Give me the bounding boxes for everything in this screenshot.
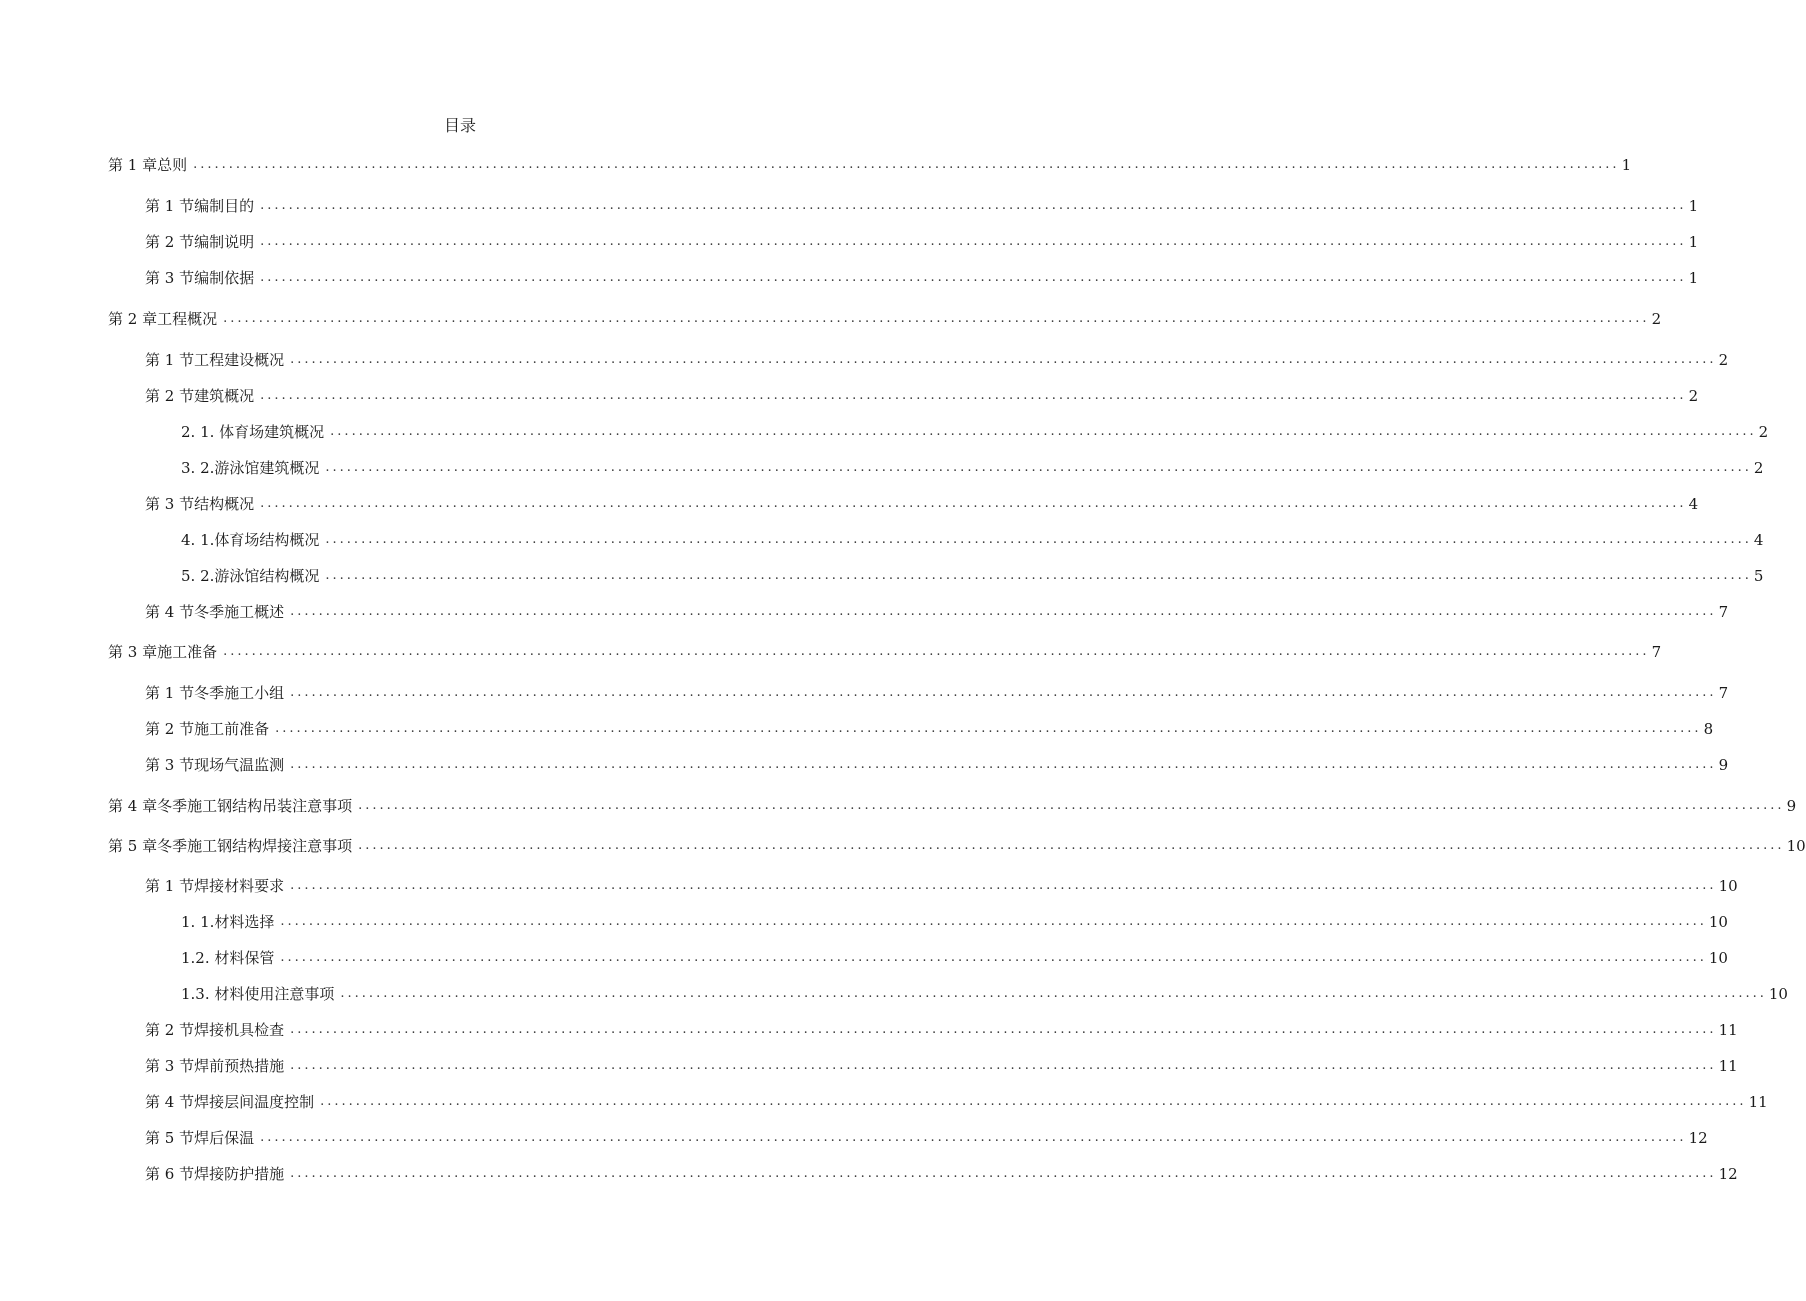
toc-entry-label: 1.3. 材料使用注意事项 [181,985,335,1003]
toc-entry-page-number: 4 [1753,531,1764,549]
toc-entry[interactable] [145,717,1714,741]
toc-entry[interactable] [181,528,1764,552]
toc-dot-leader: ........................................................................................................................................................................................................ [223,644,1650,659]
toc-entry-label: 第 2 节焊接机具检查 [145,1021,285,1039]
toc-entry[interactable] [108,640,1662,664]
toc-dot-leader: ........................................................................................................................................................................................................ [223,311,1650,326]
toc-entry[interactable] [108,307,1662,331]
toc-entry-page-number: 1 [1688,233,1699,251]
toc-entry-label: 第 1 节冬季施工小组 [145,684,285,702]
toc-dot-leader: ........................................................................................................................................................................................................ [260,234,1687,249]
toc-dot-leader: ........................................................................................................................................................................................................ [193,157,1620,172]
toc-entry[interactable] [145,194,1699,218]
toc-dot-leader: ........................................................................................................................................................................................................ [290,1058,1717,1073]
toc-entry-page-number: 9 [1786,797,1797,815]
toc-entry-label: 第 1 节编制目的 [145,197,255,215]
toc-entry[interactable] [181,456,1764,480]
toc-entry[interactable] [145,753,1729,777]
toc-dot-leader: ........................................................................................................................................................................................................ [260,388,1687,403]
toc-entry-label: 第 2 节施工前准备 [145,720,270,738]
toc-dot-leader: ........................................................................................................................................................................................................ [358,838,1785,853]
toc-dot-leader: ........................................................................................................................................................................................................ [290,352,1717,367]
toc-dot-leader: ........................................................................................................................................................................................................ [260,198,1687,213]
toc-entry-page-number: 1 [1688,269,1699,287]
toc-entry[interactable] [145,1090,1768,1114]
toc-entry[interactable] [145,266,1699,290]
toc-entry-page-number: 11 [1748,1093,1768,1111]
toc-entry-label: 第 2 节编制说明 [145,233,255,251]
toc-dot-leader: ........................................................................................................................................................................................................ [340,986,1767,1001]
toc-entry-label: 第 3 章施工准备 [108,643,218,661]
toc-dot-leader: ........................................................................................................................................................................................................ [290,1022,1717,1037]
toc-entry[interactable] [108,153,1632,177]
toc-entry-page-number: 7 [1651,643,1662,661]
toc-entry-label: 第 2 节建筑概况 [145,387,255,405]
toc-entry[interactable] [108,834,1806,858]
toc-entry-page-number: 10 [1768,985,1788,1003]
toc-entry-page-number: 5 [1753,567,1764,585]
toc-entry[interactable] [145,600,1729,624]
toc-entry-page-number: 11 [1718,1057,1738,1075]
toc-dot-leader: ........................................................................................................................................................................................................ [290,604,1717,619]
toc-entry-label: 4. 1.体育场结构概况 [181,531,320,549]
toc-entry-label: 第 1 章总则 [108,156,188,174]
toc-entry[interactable] [181,910,1728,934]
toc-entry-label: 第 4 节焊接层间温度控制 [145,1093,315,1111]
toc-entry[interactable] [181,564,1764,588]
toc-dot-leader: ........................................................................................................................................................................................................ [260,496,1687,511]
toc-entry-label: 第 3 节焊前预热措施 [145,1057,285,1075]
toc-entry-page-number: 10 [1786,837,1806,855]
toc-dot-leader: ........................................................................................................................................................................................................ [280,914,1707,929]
toc-entry[interactable] [145,348,1729,372]
toc-dot-leader: ........................................................................................................................................................................................................ [280,950,1707,965]
toc-entry-label: 1. 1.材料选择 [181,913,275,931]
toc-dot-leader: ........................................................................................................................................................................................................ [260,270,1687,285]
toc-entry-page-number: 9 [1718,756,1729,774]
toc-entry-label: 第 1 节工程建设概况 [145,351,285,369]
toc-entry-label: 第 2 章工程概况 [108,310,218,328]
toc-entry-page-number: 8 [1703,720,1714,738]
toc-entry[interactable] [145,1054,1738,1078]
toc-entry[interactable] [145,1018,1738,1042]
toc-entry-label: 第 1 节焊接材料要求 [145,877,285,895]
page-title: 目录 [443,116,476,135]
toc-entry-page-number: 7 [1718,603,1729,621]
toc-dot-leader: ........................................................................................................................................................................................................ [260,1130,1687,1145]
toc-dot-leader: ........................................................................................................................................................................................................ [290,878,1717,893]
toc-entry[interactable] [145,1126,1708,1150]
toc-dot-leader: ........................................................................................................................................................................................................ [290,757,1717,772]
toc-entry[interactable] [181,982,1788,1006]
toc-dot-leader: ........................................................................................................................................................................................................ [325,460,1752,475]
toc-entry[interactable] [145,681,1729,705]
toc-entry-page-number: 12 [1688,1129,1708,1147]
toc-entry-page-number: 2 [1688,387,1699,405]
toc-entry-page-number: 10 [1708,913,1728,931]
toc-entry[interactable] [181,420,1769,444]
toc-entry-label: 第 5 章冬季施工钢结构焊接注意事项 [108,837,353,855]
toc-entry-page-number: 1 [1688,197,1699,215]
toc-entry-page-number: 12 [1718,1165,1738,1183]
toc-entry-page-number: 4 [1688,495,1699,513]
toc-entry[interactable] [145,874,1738,898]
toc-entry[interactable] [145,230,1699,254]
toc-dot-leader: ........................................................................................................................................................................................................ [320,1094,1747,1109]
toc-dot-leader: ........................................................................................................................................................................................................ [290,1166,1717,1181]
toc-dot-leader: ........................................................................................................................................................................................................ [325,532,1752,547]
toc-entry-page-number: 11 [1718,1021,1738,1039]
toc-dot-leader: ........................................................................................................................................................................................................ [275,721,1702,736]
toc-entry-label: 5. 2.游泳馆结构概况 [181,567,320,585]
toc-entry-page-number: 2 [1718,351,1729,369]
toc-entry[interactable] [145,384,1699,408]
toc-entry[interactable] [108,794,1797,818]
toc-entry-page-number: 10 [1718,877,1738,895]
toc-entry-label: 第 3 节结构概况 [145,495,255,513]
toc-entry-label: 第 4 节冬季施工概述 [145,603,285,621]
toc-entry-page-number: 10 [1708,949,1728,967]
toc-entry-page-number: 7 [1718,684,1729,702]
toc-entry[interactable] [145,492,1699,516]
toc-dot-leader: ........................................................................................................................................................................................................ [358,798,1785,813]
toc-entry-label: 3. 2.游泳馆建筑概况 [181,459,320,477]
toc-dot-leader: ........................................................................................................................................................................................................ [290,685,1717,700]
toc-entry-label: 第 5 节焊后保温 [145,1129,255,1147]
toc-entry[interactable] [145,1162,1738,1186]
toc-entry-label: 2. 1. 体育场建筑概况 [181,423,325,441]
toc-dot-leader: ........................................................................................................................................................................................................ [325,568,1752,583]
toc-dot-leader: ........................................................................................................................................................................................................ [330,424,1757,439]
toc-entry-label: 第 6 节焊接防护措施 [145,1165,285,1183]
toc-entry-label: 1.2. 材料保管 [181,949,275,967]
toc-entry-label: 第 4 章冬季施工钢结构吊装注意事项 [108,797,353,815]
toc-entry-page-number: 2 [1651,310,1662,328]
toc-entry-page-number: 2 [1753,459,1764,477]
toc-entry-label: 第 3 节现场气温监测 [145,756,285,774]
toc-entry-page-number: 1 [1621,156,1632,174]
toc-entry[interactable] [181,946,1728,970]
toc-entry-label: 第 3 节编制依据 [145,269,255,287]
toc-entry-page-number: 2 [1758,423,1769,441]
